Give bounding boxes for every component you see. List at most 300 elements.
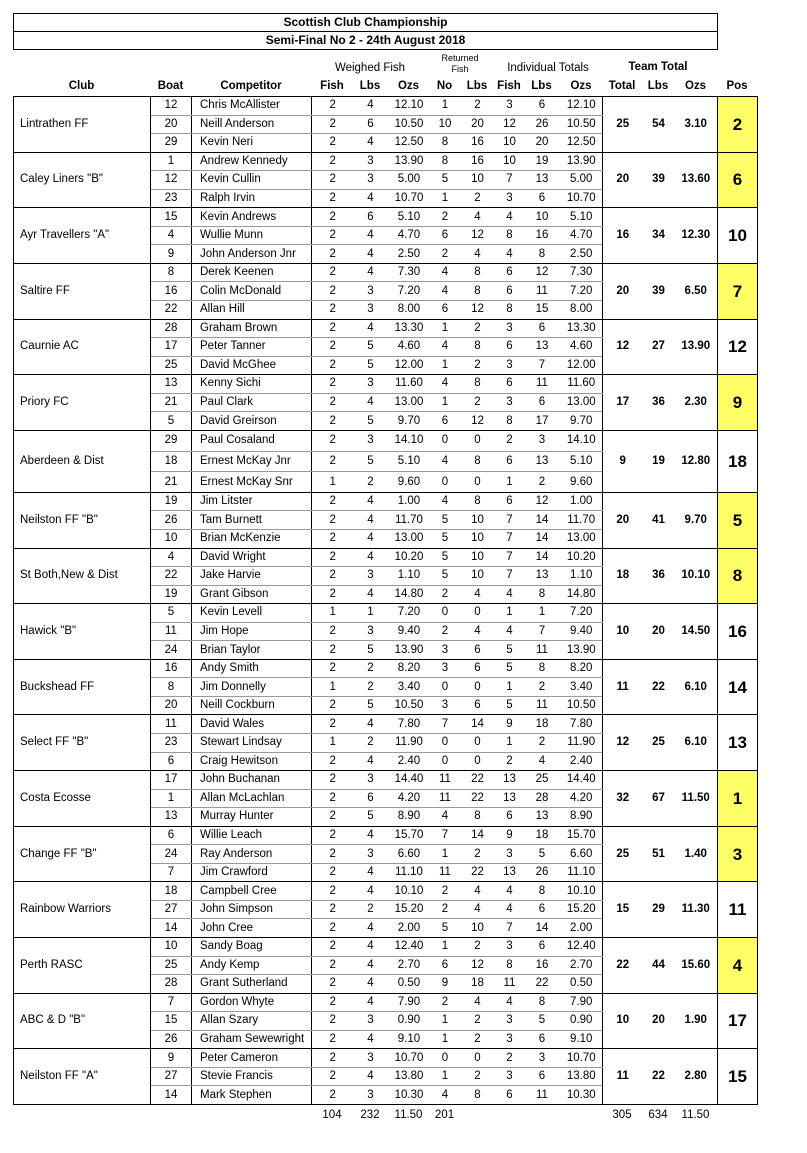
cell-boat: 4: [151, 548, 192, 567]
cell-boat: 9: [151, 245, 192, 264]
header-no: No: [436, 80, 453, 92]
cell-ind-lbs: 22: [524, 975, 561, 994]
cell-boat: 20: [151, 115, 192, 134]
cell-boat: 7: [151, 863, 192, 882]
cell-ind-fish: 13: [496, 771, 524, 790]
team-ozs: 11.50: [675, 771, 718, 827]
team-lbs: 22: [643, 1049, 675, 1105]
cell-lbs: 5: [354, 641, 388, 660]
cell-ind-lbs: 6: [524, 1067, 561, 1086]
cell-returned-lbs: 4: [460, 208, 496, 227]
cell-ind-ozs: 4.20: [561, 789, 603, 808]
cell-fish: 2: [312, 863, 354, 882]
cell-returned-no: 1: [431, 97, 460, 116]
cell-boat: 27: [151, 900, 192, 919]
cell-fish: 2: [312, 585, 354, 604]
cell-ind-lbs: 16: [524, 956, 561, 975]
cell-boat: 14: [151, 1086, 192, 1105]
cell-fish: 1: [312, 734, 354, 753]
cell-ind-lbs: 11: [524, 1086, 561, 1105]
cell-returned-lbs: 22: [460, 863, 496, 882]
club-name: Aberdeen & Dist: [14, 430, 151, 492]
cell-competitor: Jake Harvie: [192, 567, 312, 586]
cell-competitor: Campbell Cree: [192, 882, 312, 901]
team-ozs: 6.10: [675, 659, 718, 715]
cell-ind-lbs: 1: [524, 604, 561, 623]
cell-lbs: 3: [354, 152, 388, 171]
cell-ind-lbs: 13: [524, 451, 561, 472]
cell-ind-lbs: 17: [524, 412, 561, 431]
cell-returned-no: 1: [431, 1012, 460, 1031]
competitor-row: [14, 659, 758, 678]
cell-lbs: 4: [354, 938, 388, 957]
cell-returned-no: 2: [431, 622, 460, 641]
cell-ind-ozs: 12.50: [561, 134, 603, 153]
cell-lbs: 4: [354, 882, 388, 901]
cell-ind-lbs: 11: [524, 696, 561, 715]
cell-fish: 2: [312, 548, 354, 567]
cell-returned-no: 5: [431, 567, 460, 586]
cell-competitor: David Wright: [192, 548, 312, 567]
total-team-ozs: 11.50: [681, 1109, 710, 1121]
cell-ind-lbs: 7: [524, 622, 561, 641]
cell-returned-lbs: 2: [460, 189, 496, 208]
cell-returned-no: 9: [431, 975, 460, 994]
cell-returned-lbs: 14: [460, 715, 496, 734]
cell-lbs: 2: [354, 678, 388, 697]
cell-returned-lbs: 8: [460, 451, 496, 472]
cell-returned-no: 3: [431, 641, 460, 660]
team-total: 11: [603, 1049, 643, 1105]
cell-competitor: Kevin Levell: [192, 604, 312, 623]
cell-competitor: David McGhee: [192, 356, 312, 375]
competitor-row: [14, 152, 758, 171]
club-name: Perth RASC: [14, 938, 151, 994]
cell-returned-no: 10: [431, 115, 460, 134]
cell-ind-ozs: 13.90: [561, 152, 603, 171]
cell-boat: 6: [151, 826, 192, 845]
cell-returned-lbs: 2: [460, 1030, 496, 1049]
cell-ozs: 2.70: [388, 956, 431, 975]
cell-ind-lbs: 6: [524, 938, 561, 957]
cell-returned-no: 2: [431, 585, 460, 604]
cell-returned-lbs: 22: [460, 789, 496, 808]
cell-ozs: 12.50: [388, 134, 431, 153]
header-team-total: Team Total: [628, 61, 688, 73]
cell-ind-lbs: 2: [524, 734, 561, 753]
cell-ind-fish: 6: [496, 282, 524, 301]
cell-ind-ozs: 10.70: [561, 1049, 603, 1068]
cell-fish: 2: [312, 1067, 354, 1086]
cell-returned-no: 11: [431, 863, 460, 882]
cell-ozs: 11.70: [388, 511, 431, 530]
cell-fish: 2: [312, 752, 354, 771]
position: 13: [718, 715, 758, 771]
cell-ind-lbs: 11: [524, 282, 561, 301]
competitor-row: [14, 263, 758, 282]
cell-competitor: Kevin Andrews: [192, 208, 312, 227]
cell-fish: 2: [312, 882, 354, 901]
cell-competitor: Murray Hunter: [192, 808, 312, 827]
cell-ozs: 7.80: [388, 715, 431, 734]
cell-competitor: Paul Clark: [192, 393, 312, 412]
cell-ind-fish: 12: [496, 115, 524, 134]
cell-boat: 5: [151, 604, 192, 623]
team-lbs: 41: [643, 492, 675, 548]
team-total: 20: [603, 492, 643, 548]
cell-ind-fish: 4: [496, 622, 524, 641]
cell-returned-lbs: 2: [460, 1067, 496, 1086]
cell-lbs: 1: [354, 604, 388, 623]
cell-ind-lbs: 11: [524, 641, 561, 660]
cell-returned-no: 1: [431, 1067, 460, 1086]
cell-ozs: 9.70: [388, 412, 431, 431]
cell-lbs: 4: [354, 319, 388, 338]
club-name: ABC & D "B": [14, 993, 151, 1049]
cell-ozs: 13.90: [388, 641, 431, 660]
cell-ind-lbs: 8: [524, 659, 561, 678]
cell-returned-no: 6: [431, 301, 460, 320]
team-lbs: 27: [643, 319, 675, 375]
cell-ozs: 11.60: [388, 375, 431, 394]
cell-competitor: John Anderson Jnr: [192, 245, 312, 264]
cell-returned-no: 5: [431, 511, 460, 530]
total-team-lbs: 634: [648, 1109, 668, 1121]
cell-returned-no: 1: [431, 189, 460, 208]
team-total: 18: [603, 548, 643, 604]
header-weighed-fish: Weighed Fish: [334, 62, 406, 74]
header-ozs: Ozs: [397, 80, 420, 92]
cell-fish: 2: [312, 1086, 354, 1105]
cell-returned-lbs: 16: [460, 134, 496, 153]
cell-ind-lbs: 6: [524, 97, 561, 116]
header-individual-totals: Individual Totals: [507, 62, 589, 74]
team-lbs: 39: [643, 263, 675, 319]
cell-competitor: Brian McKenzie: [192, 530, 312, 549]
cell-ind-fish: 4: [496, 882, 524, 901]
cell-ind-ozs: 8.90: [561, 808, 603, 827]
cell-ind-fish: 2: [496, 1049, 524, 1068]
cell-ozs: 12.00: [388, 356, 431, 375]
team-ozs: 14.50: [675, 604, 718, 660]
total-returned-no: 201: [434, 1109, 455, 1121]
position: 16: [718, 604, 758, 660]
cell-returned-lbs: 10: [460, 548, 496, 567]
cell-boat: 20: [151, 696, 192, 715]
cell-lbs: 5: [354, 412, 388, 431]
cell-ind-fish: 13: [496, 789, 524, 808]
team-lbs: 36: [643, 548, 675, 604]
header-team-lbs: Lbs: [647, 80, 669, 92]
cell-returned-lbs: 6: [460, 696, 496, 715]
cell-competitor: Graham Brown: [192, 319, 312, 338]
cell-fish: 2: [312, 282, 354, 301]
cell-ind-lbs: 26: [524, 863, 561, 882]
cell-ozs: 2.00: [388, 919, 431, 938]
cell-boat: 29: [151, 134, 192, 153]
document-subtitle: Semi-Final No 2 - 24th August 2018: [14, 31, 717, 49]
cell-returned-lbs: 12: [460, 956, 496, 975]
team-total: 10: [603, 604, 643, 660]
cell-ozs: 0.90: [388, 1012, 431, 1031]
cell-ind-ozs: 3.40: [561, 678, 603, 697]
cell-ozs: 0.50: [388, 975, 431, 994]
team-ozs: 1.40: [675, 826, 718, 882]
cell-ind-lbs: 18: [524, 826, 561, 845]
cell-competitor: Mark Stephen: [192, 1086, 312, 1105]
cell-competitor: Craig Hewitson: [192, 752, 312, 771]
cell-returned-lbs: 0: [460, 472, 496, 493]
cell-ind-fish: 5: [496, 641, 524, 660]
cell-ind-fish: 5: [496, 659, 524, 678]
cell-returned-no: 0: [431, 678, 460, 697]
cell-returned-no: 4: [431, 338, 460, 357]
cell-fish: 2: [312, 993, 354, 1012]
cell-returned-no: 4: [431, 375, 460, 394]
cell-fish: 2: [312, 451, 354, 472]
team-ozs: 13.60: [675, 152, 718, 208]
cell-lbs: 4: [354, 393, 388, 412]
cell-ind-ozs: 10.50: [561, 696, 603, 715]
position: 8: [718, 548, 758, 604]
cell-returned-no: 4: [431, 282, 460, 301]
cell-fish: 2: [312, 97, 354, 116]
competitor-row: [14, 319, 758, 338]
cell-ind-ozs: 8.00: [561, 301, 603, 320]
team-total: 22: [603, 938, 643, 994]
header-ind-fish: Fish: [497, 80, 521, 92]
cell-boat: 28: [151, 319, 192, 338]
cell-ozs: 4.60: [388, 338, 431, 357]
cell-fish: 2: [312, 226, 354, 245]
cell-ind-ozs: 7.90: [561, 993, 603, 1012]
team-ozs: 12.30: [675, 208, 718, 264]
cell-ind-ozs: 13.30: [561, 319, 603, 338]
cell-lbs: 2: [354, 734, 388, 753]
cell-fish: 1: [312, 472, 354, 493]
team-lbs: 67: [643, 771, 675, 827]
cell-returned-no: 2: [431, 900, 460, 919]
competitor-row: [14, 375, 758, 394]
cell-returned-lbs: 10: [460, 530, 496, 549]
team-total: 9: [603, 430, 643, 492]
cell-ind-fish: 6: [496, 451, 524, 472]
cell-boat: 25: [151, 356, 192, 375]
header-pos: Pos: [726, 80, 748, 92]
cell-fish: 2: [312, 319, 354, 338]
position: 5: [718, 492, 758, 548]
cell-lbs: 3: [354, 1086, 388, 1105]
cell-returned-lbs: 4: [460, 585, 496, 604]
cell-ozs: 15.20: [388, 900, 431, 919]
cell-ind-fish: 8: [496, 956, 524, 975]
cell-ind-lbs: 3: [524, 1049, 561, 1068]
header-lbs: Lbs: [359, 80, 381, 92]
cell-returned-lbs: 14: [460, 826, 496, 845]
cell-ozs: 3.40: [388, 678, 431, 697]
cell-returned-no: 4: [431, 492, 460, 511]
cell-lbs: 3: [354, 282, 388, 301]
cell-boat: 17: [151, 338, 192, 357]
cell-returned-no: 11: [431, 771, 460, 790]
cell-ind-fish: 3: [496, 319, 524, 338]
cell-ozs: 6.60: [388, 845, 431, 864]
cell-lbs: 3: [354, 622, 388, 641]
cell-returned-lbs: 16: [460, 152, 496, 171]
team-total: 17: [603, 375, 643, 431]
cell-ozs: 9.40: [388, 622, 431, 641]
cell-ozs: 10.30: [388, 1086, 431, 1105]
cell-competitor: Kenny Sichi: [192, 375, 312, 394]
cell-returned-lbs: 0: [460, 604, 496, 623]
cell-ind-lbs: 6: [524, 319, 561, 338]
document-title: Scottish Club Championship: [283, 15, 448, 29]
cell-ind-ozs: 13.90: [561, 641, 603, 660]
cell-competitor: Ralph Irvin: [192, 189, 312, 208]
team-lbs: 29: [643, 882, 675, 938]
cell-ind-fish: 11: [496, 975, 524, 994]
cell-ind-ozs: 11.70: [561, 511, 603, 530]
team-total: 20: [603, 263, 643, 319]
cell-ind-lbs: 8: [524, 585, 561, 604]
cell-ind-fish: 6: [496, 263, 524, 282]
team-lbs: 19: [643, 430, 675, 492]
cell-returned-lbs: 8: [460, 808, 496, 827]
header-returned-fish-line1: Returned: [441, 53, 479, 63]
cell-lbs: 4: [354, 245, 388, 264]
cell-boat: 8: [151, 678, 192, 697]
team-ozs: 6.50: [675, 263, 718, 319]
total-ozs: 11.50: [394, 1109, 423, 1121]
cell-ozs: 1.00: [388, 492, 431, 511]
title-box: [13, 13, 718, 50]
competitor-row: [14, 715, 758, 734]
cell-lbs: 4: [354, 826, 388, 845]
cell-returned-no: 2: [431, 208, 460, 227]
cell-competitor: Chris McAllister: [192, 97, 312, 116]
cell-returned-lbs: 6: [460, 659, 496, 678]
cell-returned-lbs: 2: [460, 393, 496, 412]
cell-ind-fish: 1: [496, 678, 524, 697]
club-name: Lintrathen FF: [14, 97, 151, 153]
cell-ind-fish: 6: [496, 1086, 524, 1105]
cell-ind-lbs: 8: [524, 882, 561, 901]
cell-ozs: 14.10: [388, 430, 431, 451]
cell-returned-lbs: 2: [460, 97, 496, 116]
cell-competitor: Grant Gibson: [192, 585, 312, 604]
cell-ind-lbs: 12: [524, 263, 561, 282]
cell-ind-ozs: 7.30: [561, 263, 603, 282]
cell-ind-ozs: 0.90: [561, 1012, 603, 1031]
competitor-row: [14, 548, 758, 567]
cell-ind-ozs: 9.60: [561, 472, 603, 493]
team-total: 11: [603, 659, 643, 715]
cell-competitor: Neill Cockburn: [192, 696, 312, 715]
cell-lbs: 3: [354, 1049, 388, 1068]
cell-returned-lbs: 2: [460, 356, 496, 375]
cell-ind-ozs: 2.40: [561, 752, 603, 771]
cell-competitor: Derek Keenen: [192, 263, 312, 282]
cell-ozs: 10.70: [388, 189, 431, 208]
cell-ind-lbs: 13: [524, 567, 561, 586]
cell-ind-ozs: 2.70: [561, 956, 603, 975]
cell-ind-fish: 4: [496, 900, 524, 919]
cell-ind-lbs: 3: [524, 430, 561, 451]
cell-boat: 15: [151, 1012, 192, 1031]
cell-boat: 4: [151, 226, 192, 245]
cell-boat: 10: [151, 530, 192, 549]
cell-ind-fish: 8: [496, 301, 524, 320]
team-lbs: 54: [643, 97, 675, 153]
cell-boat: 18: [151, 882, 192, 901]
position: 9: [718, 375, 758, 431]
cell-lbs: 3: [354, 430, 388, 451]
cell-ind-lbs: 6: [524, 900, 561, 919]
cell-ind-ozs: 10.20: [561, 548, 603, 567]
cell-competitor: Andrew Kennedy: [192, 152, 312, 171]
cell-competitor: Grant Sutherland: [192, 975, 312, 994]
club-name: Priory FC: [14, 375, 151, 431]
header-total: Total: [608, 80, 636, 92]
cell-ozs: 7.20: [388, 604, 431, 623]
cell-competitor: Jim Litster: [192, 492, 312, 511]
header-ind-lbs: Lbs: [531, 80, 552, 92]
club-name: Caurnie AC: [14, 319, 151, 375]
team-ozs: 2.30: [675, 375, 718, 431]
cell-fish: 2: [312, 900, 354, 919]
cell-fish: 2: [312, 530, 354, 549]
cell-ind-ozs: 11.90: [561, 734, 603, 753]
position: 7: [718, 263, 758, 319]
cell-ind-lbs: 16: [524, 226, 561, 245]
team-lbs: 39: [643, 152, 675, 208]
cell-lbs: 4: [354, 226, 388, 245]
cell-lbs: 4: [354, 1067, 388, 1086]
cell-fish: 2: [312, 338, 354, 357]
cell-returned-lbs: 4: [460, 245, 496, 264]
club-name: Neilston FF "A": [14, 1049, 151, 1105]
cell-ind-ozs: 12.40: [561, 938, 603, 957]
total-team-total: 305: [612, 1109, 632, 1121]
cell-boat: 11: [151, 715, 192, 734]
club-name: Saltire FF: [14, 263, 151, 319]
cell-returned-lbs: 0: [460, 734, 496, 753]
cell-lbs: 3: [354, 567, 388, 586]
team-ozs: 10.10: [675, 548, 718, 604]
cell-fish: 2: [312, 622, 354, 641]
cell-ozs: 9.60: [388, 472, 431, 493]
cell-ind-ozs: 5.00: [561, 171, 603, 190]
cell-competitor: Jim Donnelly: [192, 678, 312, 697]
competitor-row: [14, 771, 758, 790]
cell-fish: 2: [312, 659, 354, 678]
cell-ind-fish: 3: [496, 393, 524, 412]
cell-ozs: 2.40: [388, 752, 431, 771]
position: 4: [718, 938, 758, 994]
competitor-row: [14, 993, 758, 1012]
cell-fish: 2: [312, 696, 354, 715]
cell-lbs: 6: [354, 208, 388, 227]
cell-lbs: 4: [354, 863, 388, 882]
cell-ozs: 8.90: [388, 808, 431, 827]
cell-competitor: Jim Crawford: [192, 863, 312, 882]
cell-ind-fish: 4: [496, 208, 524, 227]
cell-lbs: 4: [354, 530, 388, 549]
cell-lbs: 4: [354, 715, 388, 734]
cell-returned-no: 6: [431, 226, 460, 245]
cell-competitor: Allan Hill: [192, 301, 312, 320]
team-total: 12: [603, 715, 643, 771]
